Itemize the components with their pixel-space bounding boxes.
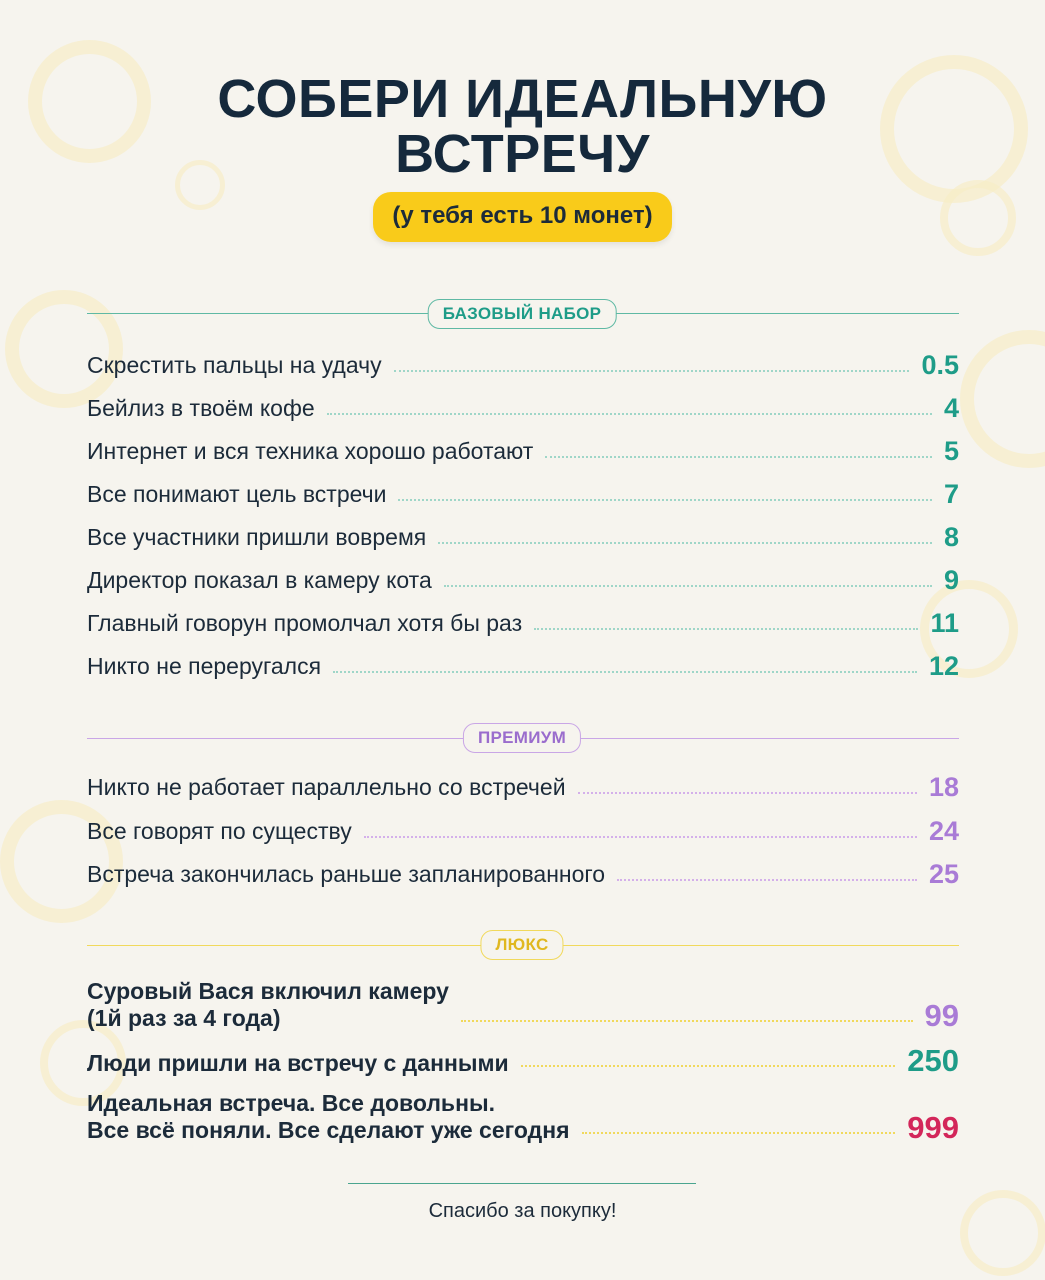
dot-leader xyxy=(327,413,932,415)
menu-item-price: 7 xyxy=(943,479,959,509)
section-label-lux: ЛЮКС xyxy=(480,930,563,960)
menu-item-name: Все говорят по существу xyxy=(87,818,352,844)
coin-decoration xyxy=(960,330,1045,468)
menu-item xyxy=(87,561,959,595)
menu-item-price: 8 xyxy=(943,522,959,552)
menu-item-price: 99 xyxy=(924,998,959,1033)
menu-item xyxy=(87,518,959,552)
menu-item-name-line: (1й раз за 4 года) xyxy=(87,1005,281,1031)
menu-item xyxy=(87,604,959,638)
menu-item-price: 4 xyxy=(943,393,959,423)
menu-item-price: 5 xyxy=(943,436,959,466)
coins-badge: (у тебя есть 10 монет) xyxy=(373,192,672,242)
dot-leader xyxy=(438,542,932,544)
menu-item-name: Все понимают цель встречи xyxy=(87,481,387,507)
dot-leader xyxy=(364,836,917,838)
menu-item xyxy=(87,812,959,846)
dot-leader xyxy=(398,499,931,501)
coin-decoration xyxy=(940,180,1016,256)
menu-item-price: 24 xyxy=(928,816,959,846)
menu-item-name xyxy=(87,978,449,1032)
menu-item-price: 999 xyxy=(907,1110,959,1145)
menu-item xyxy=(87,346,959,380)
menu-item xyxy=(87,978,959,1032)
dot-leader xyxy=(333,671,917,673)
menu-item-name-line: Идеальная встреча. Все довольны. xyxy=(87,1090,495,1116)
menu-item xyxy=(87,1090,959,1144)
menu-item-name xyxy=(87,1050,509,1077)
dot-leader xyxy=(582,1132,896,1134)
menu-item-price: 9 xyxy=(943,565,959,595)
footer-divider xyxy=(348,1183,696,1184)
footer-text: Спасибо за покупку! xyxy=(428,1200,617,1222)
menu-item-price: 18 xyxy=(928,772,959,802)
section-label-basic: БАЗОВЫЙ НАБОР xyxy=(428,299,617,329)
menu-item xyxy=(87,1045,959,1077)
menu-item-name: Бейлиз в твоём кофе xyxy=(87,395,315,421)
menu-item-price: 0.5 xyxy=(921,350,959,380)
menu-item-name: Никто не работает параллельно со встречей xyxy=(87,774,566,800)
menu-item xyxy=(87,475,959,509)
menu-item-price: 11 xyxy=(930,608,959,638)
dot-leader xyxy=(394,370,910,372)
menu-item xyxy=(87,432,959,466)
dot-leader xyxy=(534,628,918,630)
dot-leader xyxy=(578,792,917,794)
menu-item-name: Никто не переругался xyxy=(87,653,322,679)
title-line-2: ВСТРЕЧУ xyxy=(395,124,650,184)
menu-item-price: 250 xyxy=(907,1043,959,1078)
menu-item-name: Встреча закончилась раньше запланированного xyxy=(87,861,606,887)
menu-item xyxy=(87,768,959,802)
menu-item-name-line: Суровый Вася включил камеру xyxy=(87,978,449,1004)
menu-item-name: Все участники пришли вовремя xyxy=(87,524,427,550)
menu-item-price: 12 xyxy=(928,651,959,681)
menu-item xyxy=(87,647,959,681)
menu-item-name xyxy=(87,1090,570,1144)
menu-item-name: Главный говорун промолчал хотя бы раз xyxy=(87,610,523,636)
menu-item-price: 25 xyxy=(928,859,959,889)
menu-item-name: Директор показал в камеру кота xyxy=(87,567,432,593)
menu-item-name-line: Все всё поняли. Все сделают уже сегодня xyxy=(87,1117,570,1143)
menu-item-name: Интернет и вся техника хорошо работают xyxy=(87,438,534,464)
dot-leader xyxy=(444,585,932,587)
title-line-1: СОБЕРИ ИДЕАЛЬНУЮ xyxy=(217,69,828,129)
page-title xyxy=(0,69,1045,184)
menu-item-name-line: Люди пришли на встречу с данными xyxy=(87,1050,509,1076)
section-label-premium: ПРЕМИУМ xyxy=(463,723,581,753)
menu-item xyxy=(87,389,959,423)
menu-item-name: Скрестить пальцы на удачу xyxy=(87,352,382,378)
menu-item xyxy=(87,855,959,889)
dot-leader xyxy=(461,1020,913,1022)
dot-leader xyxy=(521,1065,896,1067)
dot-leader xyxy=(617,879,917,881)
dot-leader xyxy=(545,456,932,458)
